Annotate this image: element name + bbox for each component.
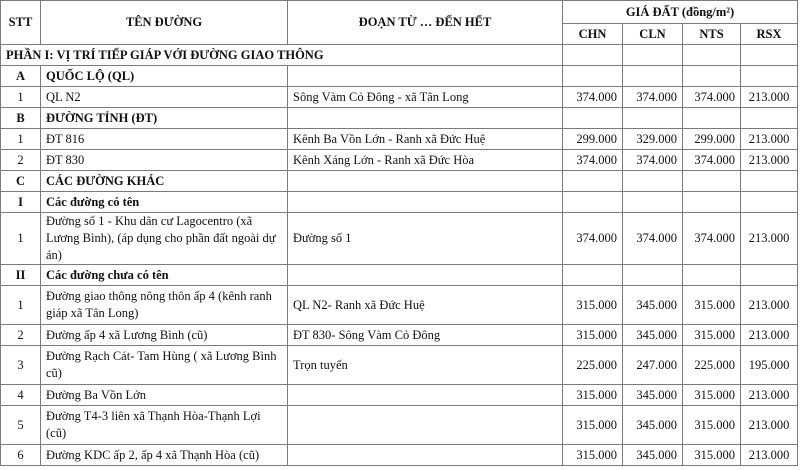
cell-cln: [623, 45, 683, 66]
cell-nts: 374.000: [683, 150, 741, 171]
cell-stt: 1: [1, 129, 41, 150]
cell-cln: [623, 192, 683, 213]
cell-segment: [288, 385, 563, 406]
table-row: [1, 129, 798, 150]
header-nts: NTS: [683, 24, 741, 45]
cell-chn: 374.000: [563, 150, 623, 171]
cell-stt: A: [1, 66, 41, 87]
cell-chn: [563, 108, 623, 129]
cell-cln: 374.000: [623, 213, 683, 265]
cell-nts: [683, 45, 741, 66]
cell-segment: [288, 445, 563, 466]
cell-nts: [683, 265, 741, 286]
table-row: [1, 406, 798, 445]
cell-segment: [288, 66, 563, 87]
header-rsx: RSX: [741, 24, 798, 45]
cell-stt: 2: [1, 325, 41, 346]
cell-rsx: 213.000: [741, 87, 798, 108]
cell-nts: 299.000: [683, 129, 741, 150]
cell-stt: 1: [1, 213, 41, 265]
table-row: [1, 445, 798, 466]
cell-rsx: [741, 192, 798, 213]
cell-stt: C: [1, 171, 41, 192]
table-row: [1, 385, 798, 406]
cell-nts: [683, 171, 741, 192]
cell-chn: [563, 45, 623, 66]
cell-rsx: 195.000: [741, 346, 798, 385]
table-row: [1, 286, 798, 325]
cell-stt: 4: [1, 385, 41, 406]
cell-stt: 3: [1, 346, 41, 385]
cell-segment: QL N2- Ranh xã Đức Huệ: [288, 286, 563, 325]
header-cln: CLN: [623, 24, 683, 45]
cell-nts: 315.000: [683, 406, 741, 445]
cell-nts: 374.000: [683, 213, 741, 265]
cell-segment: Trọn tuyến: [288, 346, 563, 385]
table-row: [1, 213, 798, 265]
cell-street-name: Đường Ba Vồn Lớn: [41, 385, 288, 406]
cell-street-name: Đường Rạch Cát- Tam Hùng ( xã Lương Bình cũ): [41, 346, 288, 385]
header-row-1: [1, 1, 798, 24]
cell-cln: 345.000: [623, 325, 683, 346]
table-row: [1, 87, 798, 108]
cell-nts: 315.000: [683, 385, 741, 406]
cell-street-name: ĐT 816: [41, 129, 288, 150]
cell-street-name: QUỐC LỘ (QL): [41, 66, 288, 87]
table-row: [1, 150, 798, 171]
cell-stt: 2: [1, 150, 41, 171]
cell-chn: 374.000: [563, 213, 623, 265]
cell-stt: I: [1, 192, 41, 213]
cell-street-name: ĐƯỜNG TỈNH (ĐT): [41, 108, 288, 129]
cell-segment: [288, 265, 563, 286]
cell-street-name: Các đường có tên: [41, 192, 288, 213]
cell-rsx: [741, 66, 798, 87]
cell-rsx: 213.000: [741, 213, 798, 265]
cell-segment: Sông Vàm Cỏ Đông - xã Tân Long: [288, 87, 563, 108]
cell-street-name: Đường số 1 - Khu dân cư Lagocentro (xã Lương Bình), (áp dụng cho phần đất ngoài dự án): [41, 213, 288, 265]
cell-segment: ĐT 830- Sông Vàm Cỏ Đông: [288, 325, 563, 346]
cell-chn: 315.000: [563, 286, 623, 325]
section-row: [1, 66, 798, 87]
cell-street-name: CÁC ĐƯỜNG KHÁC: [41, 171, 288, 192]
cell-cln: 345.000: [623, 406, 683, 445]
cell-segment: Đường số 1: [288, 213, 563, 265]
cell-stt: 1: [1, 87, 41, 108]
cell-rsx: 213.000: [741, 385, 798, 406]
cell-cln: 345.000: [623, 286, 683, 325]
header-segment: ĐOẠN TỪ … ĐẾN HẾT: [288, 1, 563, 45]
cell-segment: [288, 192, 563, 213]
cell-rsx: [741, 265, 798, 286]
cell-cln: [623, 108, 683, 129]
cell-rsx: 213.000: [741, 286, 798, 325]
cell-cln: [623, 171, 683, 192]
cell-chn: 299.000: [563, 129, 623, 150]
header-land-price: GIÁ ĐẤT (đồng/m²): [563, 1, 798, 24]
cell-street-name: Đường T4-3 liên xã Thạnh Hòa-Thạnh Lợi (cũ): [41, 406, 288, 445]
cell-rsx: [741, 45, 798, 66]
cell-street-name: Đường ấp 4 xã Lương Bình (cũ): [41, 325, 288, 346]
cell-nts: [683, 192, 741, 213]
cell-rsx: 213.000: [741, 129, 798, 150]
cell-chn: 374.000: [563, 87, 623, 108]
cell-chn: 315.000: [563, 325, 623, 346]
cell-chn: 225.000: [563, 346, 623, 385]
cell-segment: [288, 406, 563, 445]
cell-cln: 374.000: [623, 150, 683, 171]
cell-cln: [623, 265, 683, 286]
table-row: [1, 325, 798, 346]
cell-nts: 225.000: [683, 346, 741, 385]
cell-cln: 374.000: [623, 87, 683, 108]
cell-chn: [563, 66, 623, 87]
header-stt: STT: [1, 1, 41, 45]
cell-rsx: [741, 171, 798, 192]
cell-rsx: 213.000: [741, 406, 798, 445]
cell-segment: [288, 171, 563, 192]
cell-cln: [623, 66, 683, 87]
section-row: [1, 108, 798, 129]
cell-chn: 315.000: [563, 445, 623, 466]
cell-rsx: 213.000: [741, 325, 798, 346]
cell-nts: 374.000: [683, 87, 741, 108]
cell-nts: 315.000: [683, 325, 741, 346]
cell-chn: [563, 192, 623, 213]
cell-street-name: Các đường chưa có tên: [41, 265, 288, 286]
cell-street-name: ĐT 830: [41, 150, 288, 171]
cell-stt: 5: [1, 406, 41, 445]
table-row: [1, 346, 798, 385]
section-row: [1, 171, 798, 192]
cell-rsx: [741, 108, 798, 129]
header-chn: CHN: [563, 24, 623, 45]
subsection-row: [1, 265, 798, 286]
cell-stt: 6: [1, 445, 41, 466]
header-street-name: TÊN ĐƯỜNG: [41, 1, 288, 45]
cell-cln: 345.000: [623, 445, 683, 466]
cell-street-name: Đường giao thông nông thôn ấp 4 (kênh ranh giáp xã Tân Long): [41, 286, 288, 325]
cell-stt: 1: [1, 286, 41, 325]
cell-chn: [563, 171, 623, 192]
subsection-row: [1, 192, 798, 213]
part-row: [1, 45, 798, 66]
cell-chn: 315.000: [563, 406, 623, 445]
cell-rsx: 213.000: [741, 445, 798, 466]
cell-street-name: QL N2: [41, 87, 288, 108]
cell-stt: II: [1, 265, 41, 286]
cell-cln: 345.000: [623, 385, 683, 406]
cell-stt: B: [1, 108, 41, 129]
cell-nts: [683, 66, 741, 87]
cell-rsx: 213.000: [741, 150, 798, 171]
cell-chn: 315.000: [563, 385, 623, 406]
cell-street-name: Đường KDC ấp 2, ấp 4 xã Thạnh Hòa (cũ): [41, 445, 288, 466]
cell-nts: [683, 108, 741, 129]
cell-cln: 329.000: [623, 129, 683, 150]
cell-nts: 315.000: [683, 445, 741, 466]
part-title: PHẦN I: VỊ TRÍ TIẾP GIÁP VỚI ĐƯỜNG GIAO THÔNG: [1, 45, 563, 66]
cell-segment: [288, 108, 563, 129]
cell-cln: 247.000: [623, 346, 683, 385]
cell-nts: 315.000: [683, 286, 741, 325]
cell-segment: Kênh Xáng Lớn - Ranh xã Đức Hòa: [288, 150, 563, 171]
cell-segment: Kênh Ba Vồn Lớn - Ranh xã Đức Huệ: [288, 129, 563, 150]
cell-chn: [563, 265, 623, 286]
